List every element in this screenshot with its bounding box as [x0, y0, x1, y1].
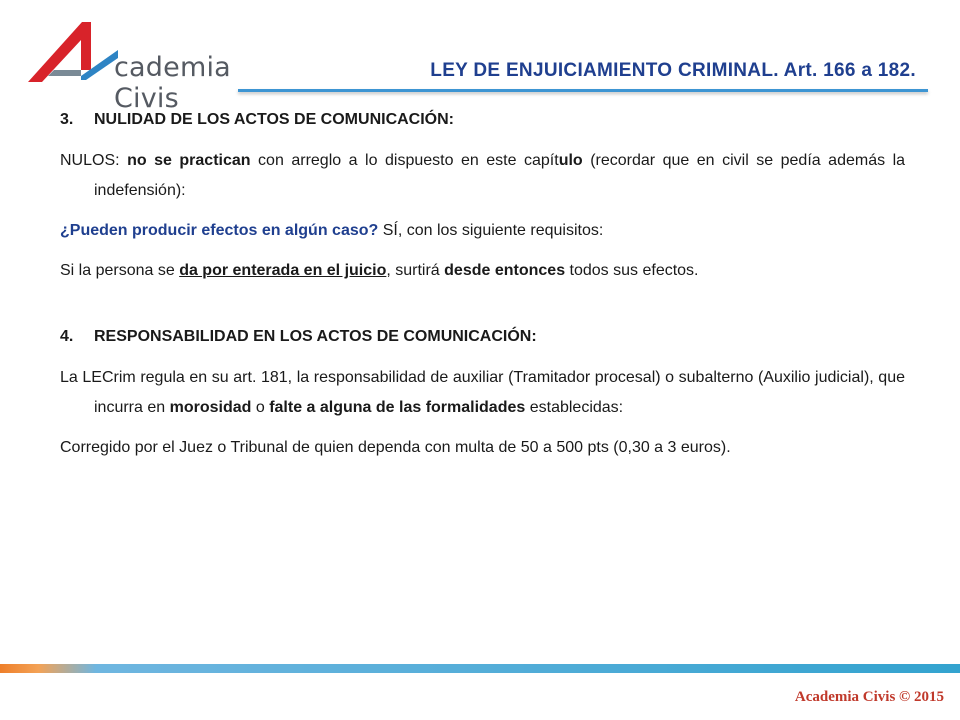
highlight-question: ¿Pueden producir efectos en algún caso? — [60, 222, 379, 239]
bold-run: morosidad — [169, 399, 252, 416]
section-3-number: 3. — [60, 111, 74, 128]
section-3-title: NULIDAD DE LOS ACTOS DE COMUNICACIÓN: — [94, 111, 454, 128]
text-run: o — [251, 399, 270, 416]
title-underline — [238, 89, 928, 92]
text-run: , surtirá — [386, 262, 445, 279]
section-4-title: RESPONSABILIDAD EN LOS ACTOS DE COMUNICACIÓN: — [94, 328, 537, 345]
text-run: con arreglo a lo dispuesto en este capít — [250, 152, 559, 169]
bold-run: ulo — [558, 152, 583, 169]
lecrim-paragraph — [60, 363, 905, 423]
nulos-paragraph — [60, 146, 905, 206]
section-3-heading — [60, 111, 905, 129]
footer-copyright: Academia Civis © 2015 — [794, 689, 944, 705]
text-run: La LECrim regula en su art. 181, la responsabilidad de auxiliar (Tramitador procesal) o subalterno (Auxilio judicial), que incurra en — [60, 369, 905, 416]
text-run: establecidas: — [525, 399, 624, 416]
bold-run: falte a alguna de las formalidades — [269, 399, 526, 416]
text-run: Si la persona se — [60, 262, 180, 279]
enterada-paragraph — [60, 256, 905, 286]
section-spacer — [60, 296, 905, 328]
section-4-number: 4. — [60, 328, 74, 345]
multa-paragraph: Corregido por el Juez o Tribunal de quien dependa con multa de 50 a 500 pts (0,30 a 3 euros). — [60, 439, 731, 456]
page-title: LEY DE ENJUICIAMIENTO CRIMINAL. Art. 166 a 182. — [430, 60, 916, 81]
section-4-heading — [60, 328, 905, 346]
footer-gradient-bar — [0, 664, 960, 673]
slide-content — [60, 111, 905, 473]
text-run: SÍ, con los siguiente requisitos: — [378, 222, 604, 239]
logo-text: cademia Civis — [114, 52, 231, 114]
text-run: NULOS: — [60, 152, 128, 169]
logo-a-icon — [26, 18, 121, 84]
bold-run: no se practican — [127, 152, 251, 169]
text-run: todos sus efectos. — [565, 262, 699, 279]
efectos-paragraph — [60, 216, 905, 246]
academia-civis-logo — [26, 18, 286, 114]
underlined-bold-run: da por enterada en el juicio — [179, 262, 387, 279]
bold-run: desde entonces — [444, 262, 566, 279]
text-run: (recordar que en civil se pedía además la indefensión): — [94, 152, 906, 199]
